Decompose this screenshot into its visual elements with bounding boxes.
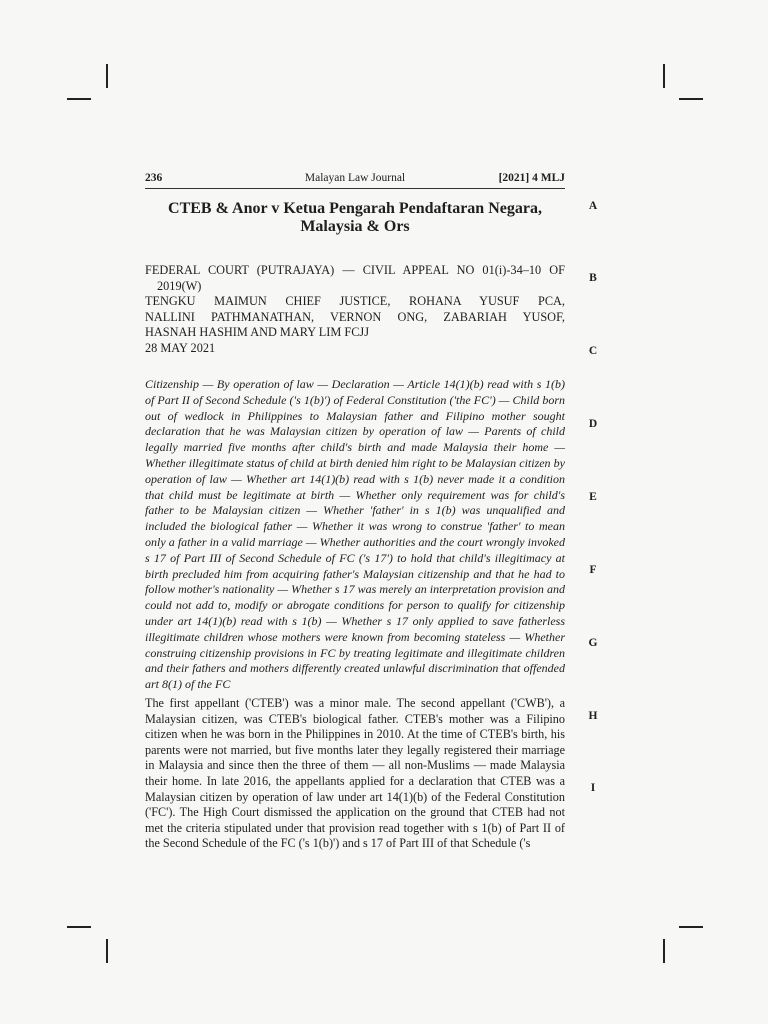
report-citation: [2021] 4 MLJ — [498, 172, 565, 184]
judgment-date: 28 MAY 2021 — [145, 340, 216, 355]
crop-mark-bottom-left-vertical — [106, 939, 108, 963]
running-head — [145, 170, 565, 189]
coram-line: NALLINI PATHMANATHAN, VERNON ONG, ZABARIAH YUSOF, — [145, 309, 565, 324]
catchwords: Citizenship — By operation of law — Declaration — Article 14(1)(b) read with s 1(b) of Part II of Second Schedule ('s 1(b)') of Federal Constitution ('the FC') — Child born out of wedlock in Philippines to Malaysian father and Filipino mother sought declaration that he was Malaysian citizen by operation of law — Parents of child legally married five months after child's birth and made Malaysia their home — Whether illegitimate status of child at birth denied him right to be Malaysian citizen by operation of law — Whether art 14(1)(b) read with s 1(b) never made it a condition that child must be legitimate at birth — Whether only requirement was for child's father to be Malaysian citizen — Whether 'father' in s 1(b) was unqualified and included the biological father — Whether it was wrong to construe 'father' to mean only a father in a valid marriage — Whether authorities and the court wrongly invoked s 17 of Part III of Second Schedule of FC ('s 17') to hold that child's illegitimacy at birth precluded him from acquiring father's Malaysian citizenship and that he had to follow mother's nationality — Whether s 17 was merely an interpretation provision and could not add to, modify or abrogate conditions for person to qualify for citizenship under art 14(1)(b) read with s 1(b) — Whether s 17 only applied to save fatherless illegitimate children whose mothers were known from becoming stateless — Whether construing citizenship provisions in FC by treating legitimate and illegitimate children and their fathers and mothers differently created unlawful discrimination that offended art 8(1) of the FC — [145, 377, 565, 692]
page-number: 236 — [145, 172, 163, 184]
crop-mark-top-left-horizontal — [67, 98, 91, 100]
coram-line: TENGKU MAIMUN CHIEF JUSTICE, ROHANA YUSUF PCA, — [145, 294, 565, 308]
margin-letter-d: D — [588, 418, 598, 430]
margin-letter-c: C — [588, 345, 598, 357]
margin-letter-h: H — [588, 710, 598, 722]
margin-letter-b: B — [589, 272, 597, 284]
court-line: 2019(W) — [157, 278, 202, 293]
court-block — [145, 263, 565, 356]
journal-title: Malayan Law Journal — [304, 172, 406, 184]
crop-mark-top-left-vertical — [106, 64, 108, 88]
crop-mark-top-right-horizontal — [679, 98, 703, 100]
margin-letter-i: I — [590, 782, 596, 794]
margin-letter-a: A — [588, 200, 598, 212]
crop-mark-bottom-left-horizontal — [67, 926, 91, 928]
case-title: CTEB & Anor v Ketua Pengarah Pendaftaran Negara, Malaysia & Ors — [168, 200, 542, 235]
margin-letter-f: F — [589, 564, 597, 576]
crop-mark-bottom-right-horizontal — [679, 926, 703, 928]
coram-line: HASNAH HASHIM AND MARY LIM FCJJ — [145, 325, 369, 339]
court-line: FEDERAL COURT (PUTRAJAYA) — CIVIL APPEAL NO 01(i)-34–10 OF — [145, 263, 565, 277]
crop-mark-bottom-right-vertical — [663, 939, 665, 963]
crop-mark-top-right-vertical — [663, 64, 665, 88]
margin-letter-e: E — [589, 491, 597, 503]
margin-letter-g: G — [588, 637, 598, 649]
headnote-paragraph: The first appellant ('CTEB') was a minor male. The second appellant ('CWB'), a Malaysian citizen, was CTEB's biological father. CTEB's mother was a Filipino citizen when he was born in the Philippines in 2010. At the time of CTEB's birth, his parents were not married, but five months later they legally registered their marriage in Malaysia and since then the three of them — all non-Muslims — made Malaysia their home. In late 2016, the appellants applied for a declaration that CTEB was a Malaysian citizen by operation of law under art 14(1)(b) of the Federal Constitution ('FC'). The High Court dismissed the application on the ground that CTEB had not met the criteria stipulated under that provision read together with s 1(b) of Part II of the Second Schedule of the FC ('s 1(b)') and s 17 of Part III of that Schedule ('s — [145, 696, 565, 851]
